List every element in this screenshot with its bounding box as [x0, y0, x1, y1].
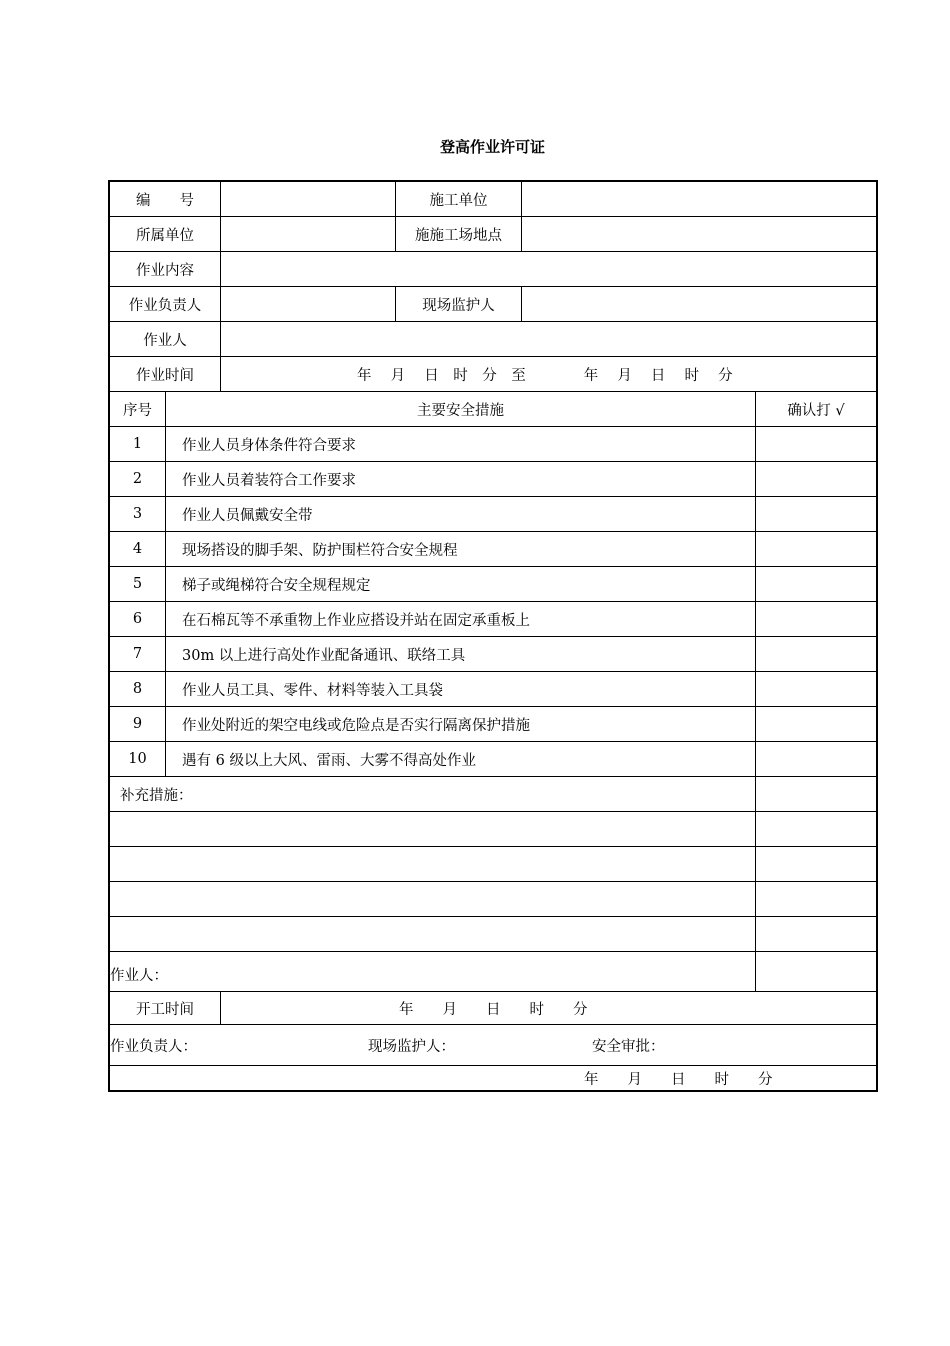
- measure-no: 1: [110, 427, 166, 461]
- worker-field[interactable]: [221, 322, 876, 356]
- row-worker: [110, 322, 876, 357]
- measure-no: 6: [110, 602, 166, 636]
- measure-text: 作业人员身体条件符合要求: [166, 427, 756, 461]
- supplement-field[interactable]: [110, 847, 756, 881]
- supplement-field[interactable]: [110, 812, 756, 846]
- supplement-label: 补充措施：: [110, 777, 756, 811]
- measure-row-9: [110, 707, 876, 742]
- measure-row-10: [110, 742, 876, 777]
- supplement-row-label: [110, 777, 876, 812]
- supplement-row: [110, 812, 876, 847]
- supplement-field[interactable]: [110, 882, 756, 916]
- col-confirm-header: 确认打 √: [787, 402, 845, 419]
- measure-no: 3: [110, 497, 166, 531]
- measure-row-4: [110, 532, 876, 567]
- measure-text: 在石棉瓦等不承重物上作业应搭设并站在固定承重板上: [166, 602, 756, 636]
- measure-no: 9: [110, 707, 166, 741]
- approval-sign-label: 安全审批：: [592, 1038, 665, 1055]
- measure-confirm-cell[interactable]: [756, 427, 876, 461]
- measure-no: 2: [110, 462, 166, 496]
- work-time-label: 作业时间: [110, 357, 221, 391]
- measure-confirm-cell[interactable]: [756, 567, 876, 601]
- measure-row-2: [110, 462, 876, 497]
- measure-text: 作业处附近的架空电线或危险点是否实行隔离保护措施: [166, 707, 756, 741]
- measure-confirm-cell[interactable]: [756, 707, 876, 741]
- start-time-label: 开工时间: [110, 992, 221, 1024]
- site-location-field[interactable]: [522, 217, 876, 251]
- measure-row-6: [110, 602, 876, 637]
- supplement-row: [110, 847, 876, 882]
- permit-table: [108, 180, 878, 1092]
- measure-text: 作业人员着装符合工作要求: [166, 462, 756, 496]
- measure-confirm-cell[interactable]: [756, 672, 876, 706]
- measure-text: 作业人员工具、零件、材料等装入工具袋: [166, 672, 756, 706]
- supplement-worker-label: 作业人：: [110, 952, 756, 991]
- signature-date-row: [110, 1066, 876, 1090]
- col-measure-header: 主要安全措施: [166, 392, 756, 426]
- number-field[interactable]: [221, 182, 396, 216]
- row-number: [110, 182, 876, 217]
- work-content-label: 作业内容: [110, 252, 221, 286]
- measure-no: 7: [110, 637, 166, 671]
- measure-confirm-cell[interactable]: [756, 602, 876, 636]
- measure-confirm-cell[interactable]: [756, 497, 876, 531]
- measure-no: 4: [110, 532, 166, 566]
- measure-text: 遇有 6 级以上大风、雷雨、大雾不得高处作业: [166, 742, 756, 776]
- measure-text: 作业人员佩戴安全带: [166, 497, 756, 531]
- worker-label: 作业人: [110, 322, 221, 356]
- construction-unit-label: 施工单位: [396, 182, 522, 216]
- site-guardian-field[interactable]: [522, 287, 876, 321]
- work-content-field[interactable]: [221, 252, 876, 286]
- supplement-worker-row: [110, 952, 876, 992]
- work-leader-label: 作业负责人: [110, 287, 221, 321]
- measure-text: 现场搭设的脚手架、防护围栏符合安全规程: [166, 532, 756, 566]
- construction-unit-field[interactable]: [522, 182, 876, 216]
- affiliated-unit-label: 所属单位: [110, 217, 221, 251]
- work-leader-field[interactable]: [221, 287, 396, 321]
- row-work-time: [110, 357, 876, 392]
- supplement-row: [110, 882, 876, 917]
- measure-confirm-cell[interactable]: [756, 532, 876, 566]
- measure-row-5: [110, 567, 876, 602]
- measure-no: 8: [110, 672, 166, 706]
- measure-confirm-cell[interactable]: [756, 637, 876, 671]
- col-seq-header: 序号: [110, 392, 166, 426]
- leader-sign-label: 作业负责人：: [110, 1038, 197, 1055]
- measure-no: 5: [110, 567, 166, 601]
- measure-row-7: [110, 637, 876, 672]
- work-time-field[interactable]: 年 月 日 时 分 至 年 月 日 时 分: [357, 367, 733, 384]
- supplement-confirm-cell[interactable]: [756, 952, 876, 991]
- supplement-field[interactable]: [110, 917, 756, 951]
- guardian-sign-label: 现场监护人：: [368, 1038, 455, 1055]
- site-location-label: 施施工场地点: [396, 217, 522, 251]
- row-work-leader: [110, 287, 876, 322]
- supplement-confirm-cell[interactable]: [756, 917, 876, 951]
- supplement-confirm-cell[interactable]: [756, 847, 876, 881]
- measures-header-row: [110, 392, 876, 427]
- row-work-content: [110, 252, 876, 287]
- measure-row-3: [110, 497, 876, 532]
- start-time-field[interactable]: 年 月 日 时 分: [399, 1001, 588, 1018]
- row-affiliated-unit: [110, 217, 876, 252]
- supplement-confirm-cell[interactable]: [756, 812, 876, 846]
- page-title: 登高作业许可证: [439, 138, 545, 156]
- supplement-row: [110, 917, 876, 952]
- site-guardian-label: 现场监护人: [396, 287, 522, 321]
- measure-text: 30m 以上进行高处作业配备通讯、联络工具: [166, 637, 756, 671]
- measure-text: 梯子或绳梯符合安全规程规定: [166, 567, 756, 601]
- signature-date-field[interactable]: 年 月 日 时 分: [584, 1071, 773, 1088]
- measure-row-1: [110, 427, 876, 462]
- measure-confirm-cell[interactable]: [756, 742, 876, 776]
- supplement-confirm-cell[interactable]: [756, 777, 876, 811]
- measure-row-8: [110, 672, 876, 707]
- affiliated-unit-field[interactable]: [221, 217, 396, 251]
- supplement-confirm-cell[interactable]: [756, 882, 876, 916]
- measure-confirm-cell[interactable]: [756, 462, 876, 496]
- start-time-row: [110, 992, 876, 1025]
- measure-no: 10: [110, 742, 166, 776]
- signature-row: [110, 1025, 876, 1066]
- number-label: 编 号: [110, 182, 221, 216]
